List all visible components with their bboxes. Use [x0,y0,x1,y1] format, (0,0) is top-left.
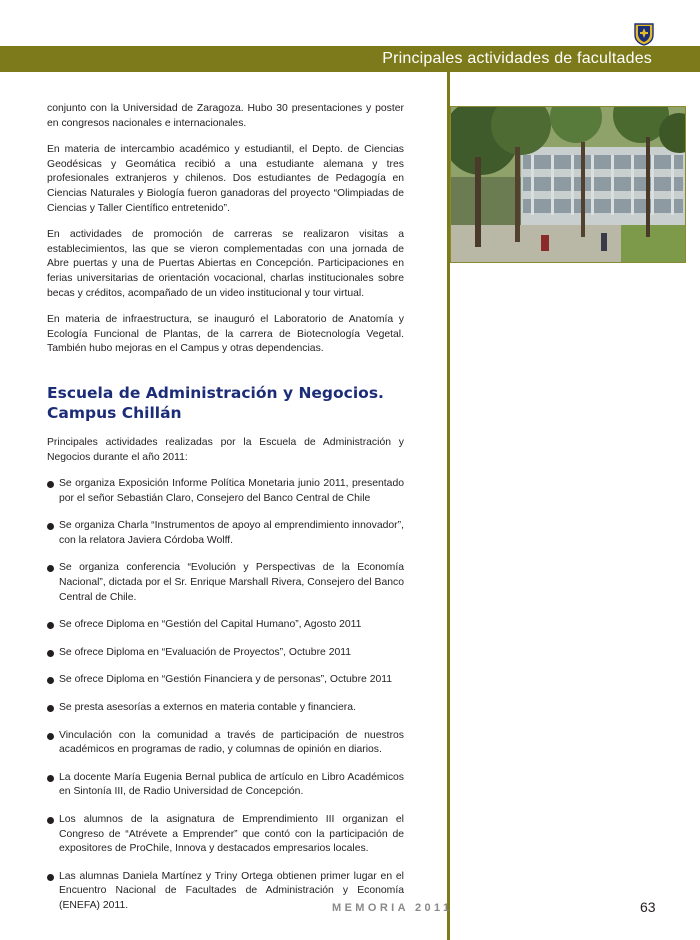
main-text-column [47,102,404,927]
list-item [47,813,404,857]
header-band [0,46,700,72]
section-heading-line: Escuela de Administración y Negocios. [47,383,384,402]
list-item-text: Las alumnas Daniela Martínez y Triny Ortega obtienen primer lugar en el Encuentro Nacional de Facultades de Administración y Economía (ENEFA) 2011. [59,870,404,911]
list-item-text: Los alumnos de la asignatura de Emprendimiento III organizan el Congreso de “Atrévete a Emprender” que contó con la participación de expositores de ProChile, Innova y destacados empresarios locales. [59,814,404,855]
list-item-text: Se organiza conferencia “Evolución y Perspectivas de la Economía Nacional”, dictada por el Sr. Enrique Marshall Rivera, Consejero del Banco Central de Chile. [59,562,404,603]
bullet-dot-icon [47,481,54,488]
section-heading [47,383,404,423]
list-item [47,646,404,661]
bullet-dot-icon [47,705,54,712]
university-crest-icon [633,22,655,46]
list-item [47,519,404,548]
section-intro: Principales actividades realizadas por la Escuela de Administración y Negocios durante el año 2011: [47,436,404,463]
bullet-dot-icon [47,677,54,684]
list-item-text: Se presta asesorías a externos en materia contable y financiera. [59,702,356,714]
header-title: Principales actividades de facultades [382,50,652,67]
list-item-text: Se ofrece Diploma en “Gestión del Capital Humano”, Agosto 2011 [59,619,362,631]
list-item-text: Se organiza Charla “Instrumentos de apoyo al emprendimiento innovador”, con la relatora Javiera Córdoba Wolff. [59,520,404,546]
list-item-text: Se organiza Exposición Informe Política Monetaria junio 2011, presentado por el señor Sebastián Claro, Consejero del Banco Central de Chile [59,478,404,504]
footer-memoria: MEMORIA 2011 [332,902,453,914]
activity-list [47,477,404,913]
list-item-text: Vinculación con la comunidad a través de participación de nuestros académicos en programas de radio, y columnas de opinión en diarios. [59,729,404,756]
bullet-dot-icon [47,565,54,572]
paragraph: En materia de infraestructura, se inauguró el Laboratorio de Anatomía y Ecología Funcional de Plantas, de la carrera de Biotecnología Vegetal. También hubo mejoras en el Campus y otras dependencias. [47,314,404,355]
section-heading-line: Campus Chillán [47,403,182,422]
bullet-dot-icon [47,523,54,530]
bullet-dot-icon [47,622,54,629]
list-item [47,771,404,800]
page-number: 63 [640,899,656,915]
list-item [47,477,404,506]
list-item-text: Se ofrece Diploma en “Evaluación de Proyectos”, Octubre 2011 [59,646,352,658]
list-item [47,561,404,605]
paragraph: En materia de intercambio académico y estudiantil, el Depto. de Ciencias Geodésicas y Geomática recibió a una estudiante alemana y tres profesionales extranjeros y chilenos. Dos estudiantes de Pedagogía en Ciencias Naturales y Biología fueron ganadoras del proyecto “Olimpiadas de Ciencias y Taller Científico entretenido”. [47,144,404,214]
bullet-dot-icon [47,817,54,824]
list-item-text: La docente María Eugenia Bernal publica de artículo en Libro Académicos en Sintonía III, de Radio Universidad de Concepción. [59,771,404,798]
bullet-dot-icon [47,874,54,881]
list-item [47,729,404,758]
paragraph: conjunto con la Universidad de Zaragoza. Hubo 30 presentaciones y poster en congresos nacionales e internacionales. [47,103,404,129]
bullet-dot-icon [47,733,54,740]
list-item [47,673,404,688]
campus-photo [450,106,686,263]
list-item-text: Se ofrece Diploma en “Gestión Financiera y de personas”, Octubre 2011 [59,674,393,686]
bullet-dot-icon [47,650,54,657]
bullet-dot-icon [47,775,54,782]
list-item [47,701,404,716]
paragraph: En actividades de promoción de carreras se realizaron visitas a establecimientos, las que se vieron complementadas con una jornada de Abre puertas y una de Puertas Abiertas en Concepción. Participaciones en ferias universitarias de orientación vocacional, charlas institucionales sobre becas y créditos, acompañado de un video institucional y tour virtual. [47,229,404,299]
list-item [47,618,404,633]
